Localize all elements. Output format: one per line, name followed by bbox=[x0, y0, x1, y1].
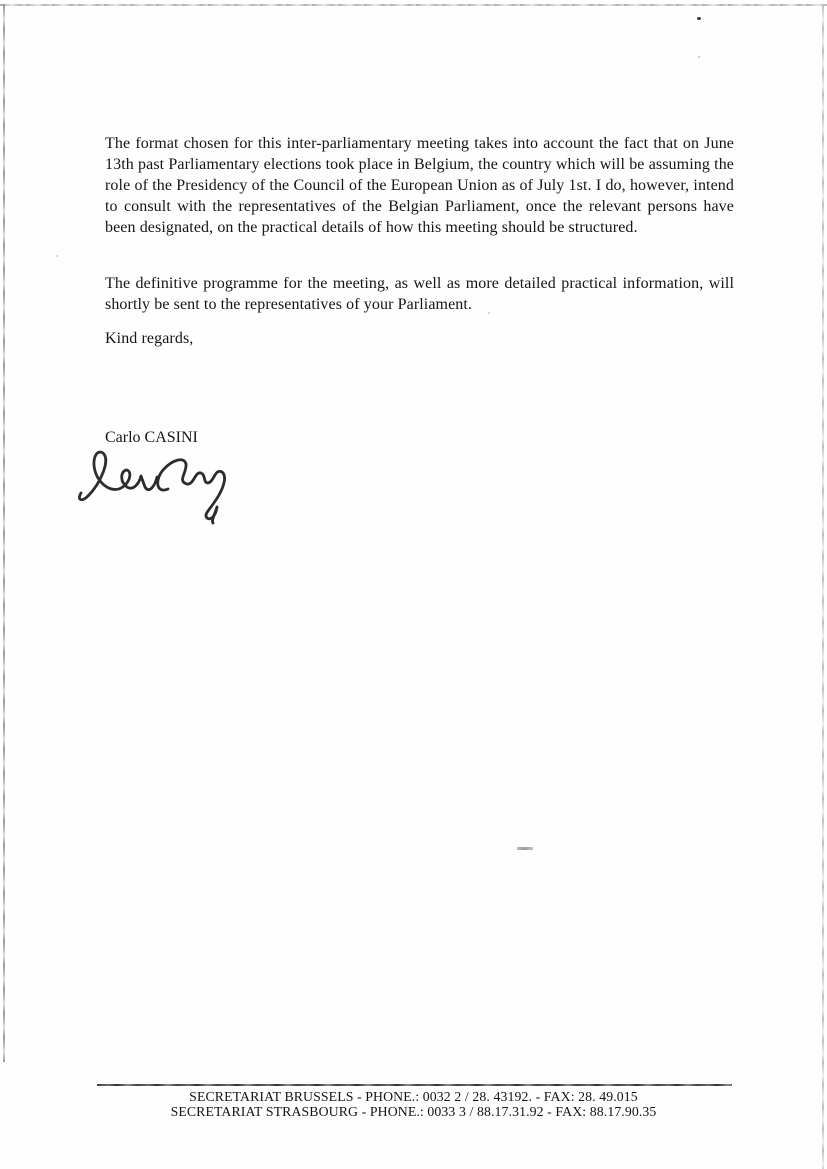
scan-edge-right bbox=[822, 6, 824, 1169]
letter-paragraph-1: The format chosen for this inter-parliamentary meeting takes into account the fact that on June 13th past Parliamentary elections took place in Belgium, the country which will be assuming the role of the Presidency of the Council of the European Union as of July 1st. I do, however, intend to consult with the representatives of the Belgian Parliament, once the relevant persons have been designated, on the practical details of how this meeting should be structured. bbox=[105, 135, 734, 236]
footer-secretariat-strasbourg: SECRETARIAT STRASBOURG - PHONE.: 0033 3 / 88.17.31.92 - FAX: 88.17.90.35 bbox=[170, 1104, 657, 1119]
footer-divider bbox=[97, 1084, 732, 1086]
handwritten-signature-icon bbox=[78, 437, 246, 529]
scan-speck bbox=[698, 56, 700, 58]
scan-edge-left bbox=[3, 4, 5, 1062]
scan-speck bbox=[56, 255, 58, 257]
scan-dash-artifact bbox=[517, 847, 533, 850]
letter-closing: Kind regards, bbox=[105, 330, 194, 347]
scan-speck bbox=[697, 17, 701, 20]
signer-name: Carlo CASINI bbox=[105, 429, 198, 446]
letter-paragraph-2: The definitive programme for the meeting, as well as more detailed practical information, will shortly be sent to the representatives of your Parliament. bbox=[105, 275, 734, 313]
scan-edge-top bbox=[0, 4, 827, 6]
footer-secretariat-brussels: SECRETARIAT BRUSSELS - PHONE.: 0032 2 / 28. 43192. - FAX: 28. 49.015 bbox=[189, 1089, 638, 1104]
